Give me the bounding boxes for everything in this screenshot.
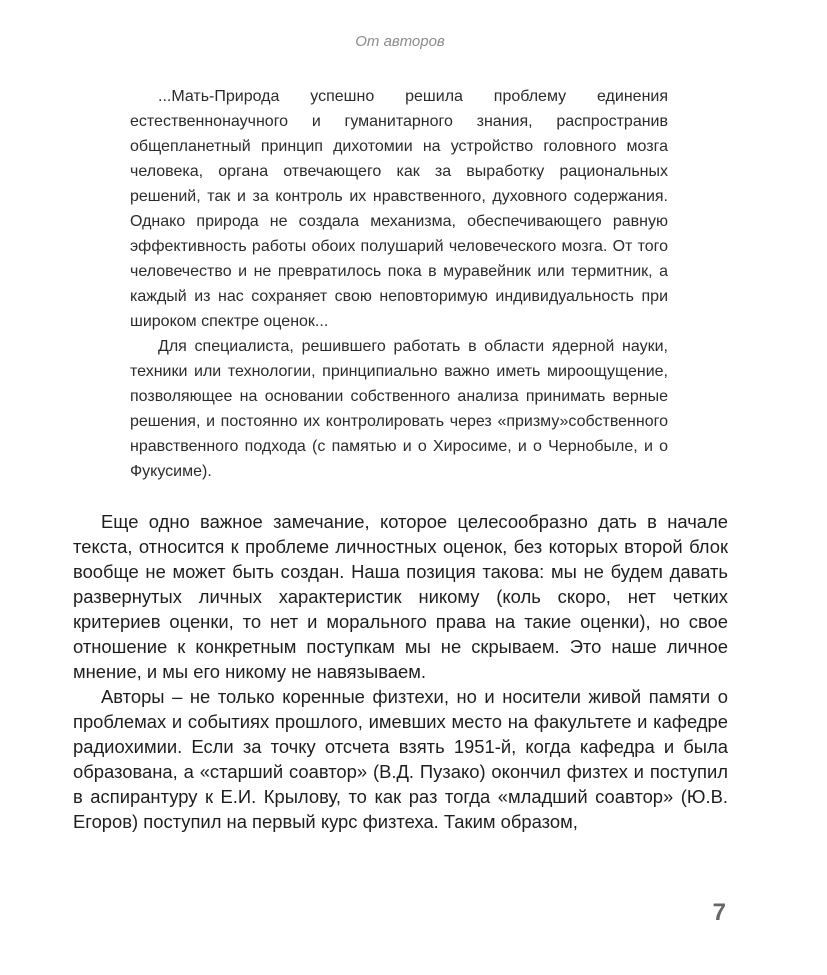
body-paragraph: Авторы – не только коренные физтехи, но и носители живой памяти о проблемах и событиях прошлого, имевших место на факультете и кафедре радиохимии. Если за точку отсчета взять 1951-й, когда кафедра и была образована, а «старший соавтор» (В.Д. Пузако) окончил физтех и поступил в аспирантуру к Е.И. Крылову, то как раз тогда «младший соавтор» (Ю.В. Егоров) поступил на первый курс физтеха. Таким образом, <box>73 686 728 832</box>
quote-paragraph: ...Мать-Природа успешно решила проблему единения естественнонаучного и гуманитарного знания, распространив общепланетный принцип дихотомии на устройство головного мозга человека, органа отвечающего как за выработку рациональных решений, так и за контроль их нравственного, духовного содержания. Однако природа не создала механизма, обеспечивающего равную эффективность работы обоих полушарий человеческого мозга. От того человечество и не превратилось пока в муравейник или термитник, а каждый из нас сохраняет свою неповторимую индивидуальность при широком спектре оценок... <box>130 88 668 330</box>
quote-block <box>130 84 668 484</box>
quote-paragraph: Для специалиста, решившего работать в области ядерной науки, техники или технологии, принципиально важно иметь мироощущение, позволяющее на основании собственного анализа принимать верные решения, и постоянно их контролировать через «призму»собственного нравственного подхода (с памятью и о Хиросиме, и о Чернобыле, и о Фукусиме). <box>130 338 668 480</box>
page-number: 7 <box>712 899 726 926</box>
running-header: От авторов <box>355 33 445 50</box>
body-paragraph: Еще одно важное замечание, которое целесообразно дать в начале текста, относится к проблеме личностных оценок, без которых второй блок вообще не может быть создан. Наша позиция такова: мы не будем давать развернутых личных характеристик никому (коль скоро, нет четких критериев оценки, то нет и морального права на такие оценки), но свое отношение к конкретным поступкам мы не скрываем. Это наше личное мнение, и мы его никому не навязываем. <box>73 511 728 682</box>
main-text <box>73 509 728 834</box>
